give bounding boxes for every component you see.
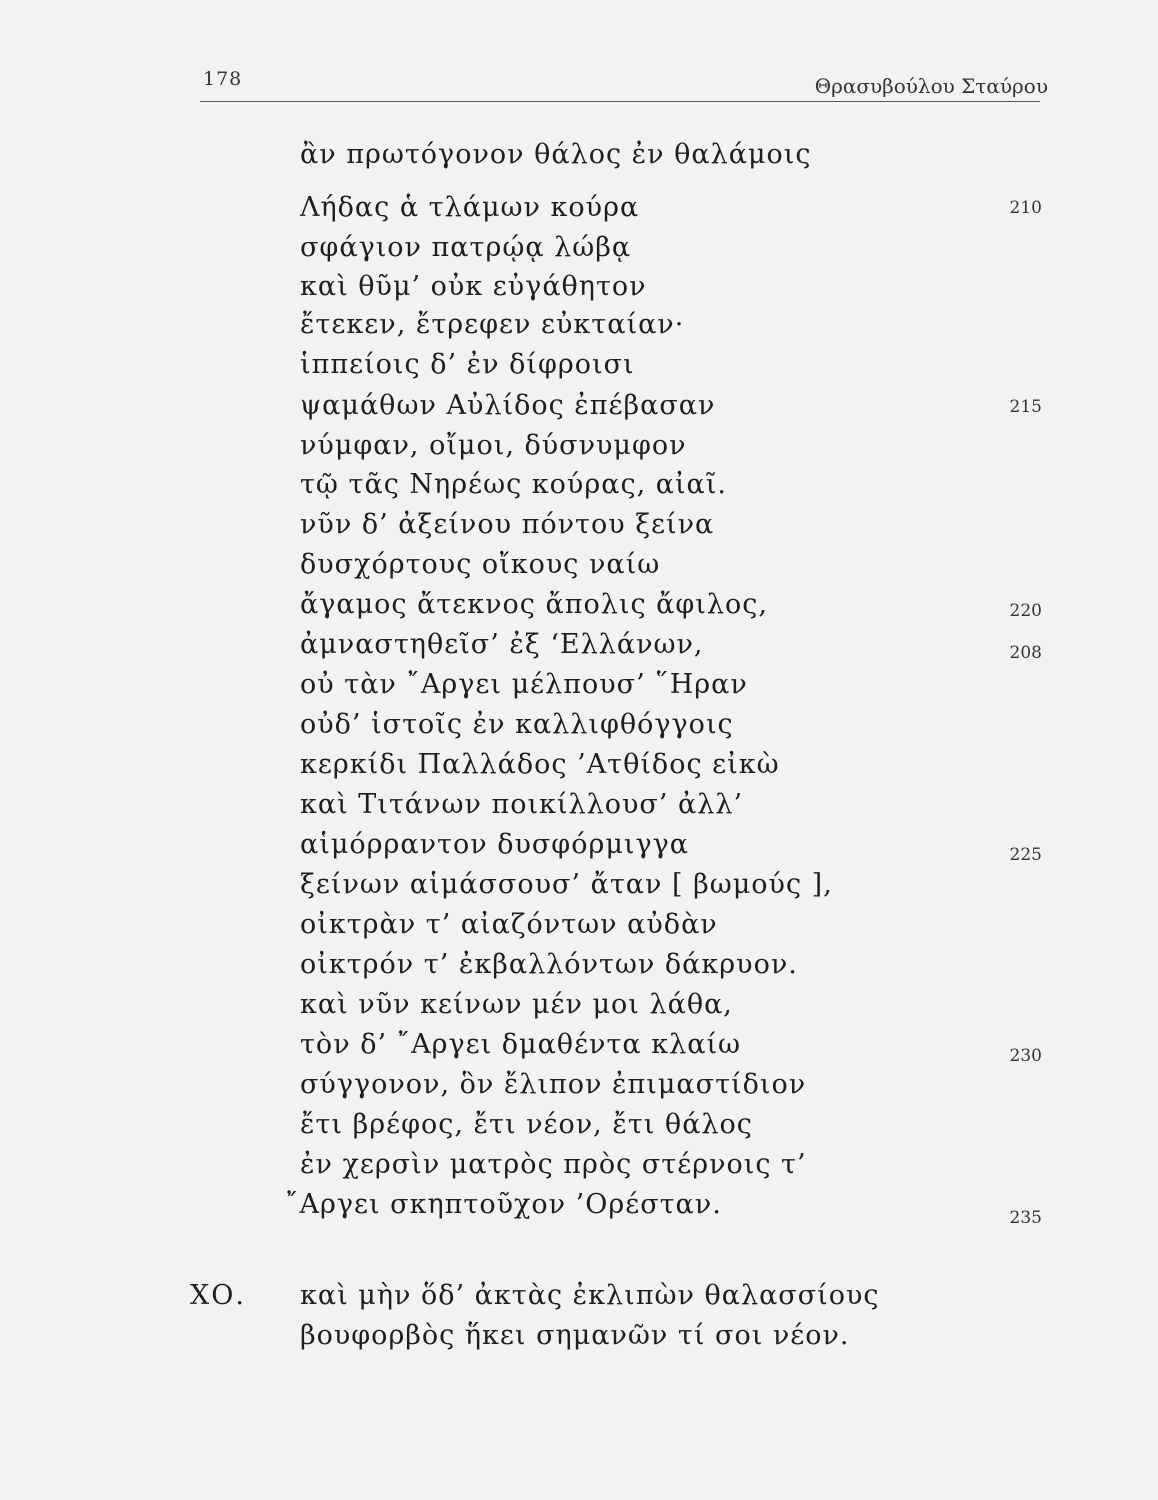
- verse-line: καὶ θῦμ’ οὐκ εὐγάθητον: [300, 271, 647, 302]
- verse-line: τὸν δ’ ῎Αργει δμαθέντα κλαίω: [300, 1029, 742, 1060]
- header-rule: [200, 101, 1040, 102]
- verse-line: αἱμόρραντον δυσφόρμιγγα: [300, 829, 689, 860]
- verse-line: ξείνων αἱμάσσουσ’ ἄταν [ βωμούς ],: [300, 869, 833, 900]
- verse-line: οἰκτρόν τ’ ἐκβαλλόντων δάκρυον.: [300, 949, 798, 980]
- line-number: 208: [1009, 643, 1042, 663]
- verse-line: ἐν χερσὶν ματρὸς πρὸς στέρνοις τ’: [300, 1149, 807, 1180]
- chorus-line: βουφορβὸς ἥκει σημανῶν τί σοι νέον.: [300, 1320, 850, 1351]
- verse-line: οἰκτρὰν τ’ αἰαζόντων αὐδὰν: [300, 909, 718, 940]
- verse-line: οὐ τὰν ῎Αργει μέλπουσ’ ῞Ηραν: [300, 669, 748, 700]
- verse-line: Λήδας ἁ τλάμων κούρα: [300, 192, 640, 223]
- line-number: 220: [1009, 601, 1042, 621]
- verse-line: ἄγαμος ἄτεκνος ἄπολις ἄφιλος,: [300, 589, 768, 620]
- verse-line: καὶ νῦν κείνων μέν μοι λάθα,: [300, 989, 733, 1020]
- verse-line: ἔτι βρέφος, ἔτι νέον, ἔτι θάλος: [300, 1109, 753, 1140]
- line-number: 210: [1009, 198, 1042, 218]
- verse-line: ῎Αργει σκηπτοῦχον ’Ορέσταν.: [285, 1189, 722, 1220]
- speaker-label: ΧΟ.: [190, 1280, 246, 1311]
- verse-line: τῷ τᾶς Νηρέως κούρας, αἰαῖ.: [300, 469, 727, 500]
- verse-line: καὶ Τιτάνων ποικίλλουσ’ ἀλλ’: [300, 789, 744, 820]
- verse-line: σύγγονον, ὃν ἔλιπον ἐπιμαστίδιον: [300, 1069, 807, 1100]
- verse-line: ἔτεκεν, ἔτρεφεν εὐκταίαν·: [300, 309, 685, 340]
- verse-line: σφάγιον πατρῴᾳ λώβᾳ: [300, 232, 632, 263]
- running-head: Θρασυβούλου Σταύρου: [814, 74, 1048, 98]
- verse-line: ἀμναστηθεῖσ’ ἐξ ‘Ελλάνων,: [300, 629, 704, 660]
- line-number: 225: [1009, 845, 1042, 865]
- verse-line: οὐδ’ ἱστοῖς ἐν καλλιφθόγγοις: [300, 709, 734, 740]
- verse-line: νῦν δ’ ἀξείνου πόντου ξείνα: [300, 509, 715, 540]
- verse-line: ψαμάθων Αὐλίδος ἐπέβασαν: [300, 390, 716, 421]
- line-number: 235: [1009, 1208, 1042, 1228]
- verse-line: κερκίδι Παλλάδος ’Ατθίδος εἰκὼ: [300, 749, 780, 780]
- line-number: 230: [1009, 1046, 1042, 1066]
- line-number: 215: [1009, 397, 1042, 417]
- chorus-line: καὶ μὴν ὅδ’ ἀκτὰς ἐκλιπὼν θαλασσίους: [300, 1280, 880, 1311]
- verse-line: νύμφαν, οἴμοι, δύσνυμφον: [300, 430, 687, 461]
- verse-line: ἱππείοις δ’ ἐν δίφροισι: [300, 349, 635, 380]
- page-number: 178: [203, 68, 243, 90]
- verse-line: δυσχόρτους οἴκους ναίω: [300, 549, 661, 580]
- verse-line: ἂν πρωτόγονον θάλος ἐν θαλάμοις: [300, 139, 812, 170]
